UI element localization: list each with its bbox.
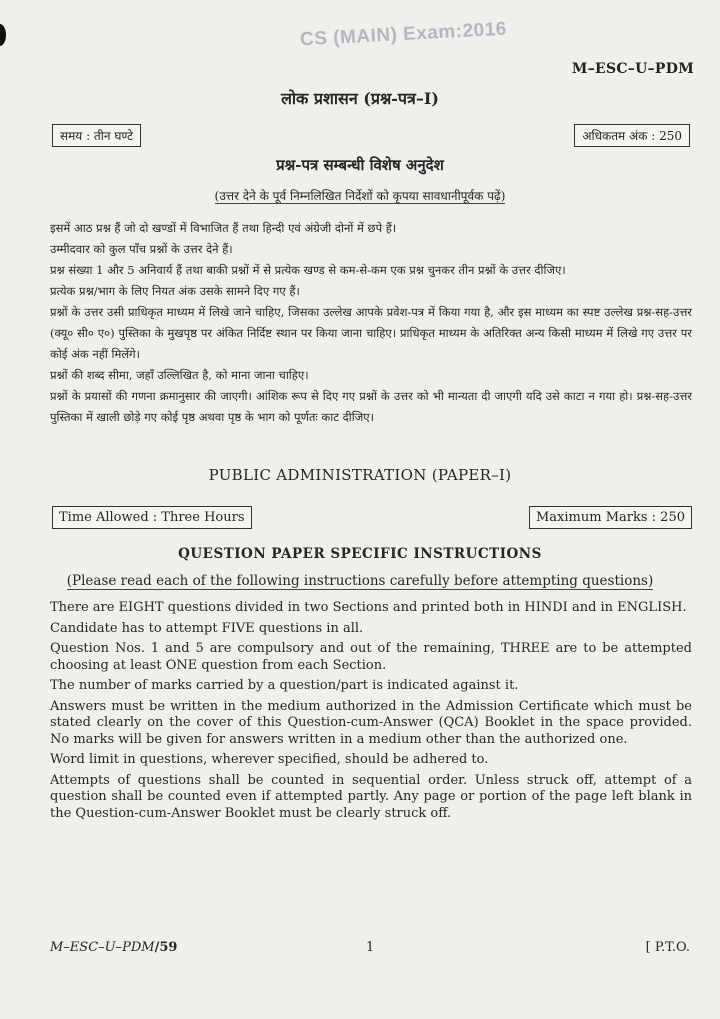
hindi-instruction: प्रश्नों के उत्तर उसी प्राधिकृत माध्यम में लिखे जाने चाहिए, जिसका उल्लेख आपके प्रवेश-पत्र में किया गया है, और इस माध्यम का स्पष्ट उल्लेख प्रश्न-सह-उत्तर (क्यू० सी० ए०) पुस्तिका के मुखपृष्ठ पर अंकित निर्दिष्ट स्थान पर किया जाना चाहिए। प्राधिकृत माध्यम के अतिरिक्त अन्य किसी माध्यम में लिखे गए उत्तर पर कोई अंक नहीं मिलेंगे। xyxy=(50,305,692,361)
hindi-time-box: समय : तीन घण्टे xyxy=(52,124,141,147)
footer-code-text: M–ESC–U–PDM xyxy=(50,940,155,955)
english-instructions-list xyxy=(50,600,692,826)
english-instruction: Attempts of questions shall be counted in sequential order. Unless struck off, attempt of a question shall be counted even if attempted partly. Any page or portion of the page left blank in the Question-cum-Answer Booklet must be clearly struck off. xyxy=(50,772,692,821)
hindi-paper-title: लोक प्रशासन (प्रश्न-पत्र–I) xyxy=(281,89,439,108)
hindi-instruction: उम्मीदवार को कुल पाँच प्रश्नों के उत्तर देने हैं। xyxy=(50,242,233,256)
hindi-instruction: प्रश्न संख्या 1 और 5 अनिवार्य हैं तथा बाकी प्रश्नों में से प्रत्येक खण्ड से कम-से-कम एक प्रश्न चुनकर तीन प्रश्नों के उत्तर दीजिए। xyxy=(50,263,566,277)
english-instructions-subtitle xyxy=(0,573,720,589)
hindi-instruction: प्रश्नों के प्रयासों की गणना क्रमानुसार की जाएगी। आंशिक रूप से दिए गए प्रश्नों के उत्तर को भी मान्यता दी जाएगी यदि उसे काटा न गया हो। प्रश्न-सह-उत्तर पुस्तिका में खाली छोड़े गए कोई पृष्ठ अथवा पृष्ठ के भाग को पूर्णतः काट दीजिए। xyxy=(50,389,692,424)
exam-stamp: CS (MAIN) Exam:2016 xyxy=(299,18,508,51)
hindi-subtitle-text: (उत्तर देने के पूर्व निम्नलिखित निर्देशों को कृपया सावधानीपूर्वक पढ़ें) xyxy=(214,189,506,203)
english-subtitle-text: (Please read each of the following instructions carefully before attempting questions) xyxy=(66,573,654,589)
pto-label: [ P.T.O. xyxy=(645,940,690,955)
hindi-instruction: इसमें आठ प्रश्न हैं जो दो खण्डों में विभाजित हैं तथा हिन्दी एवं अंग्रेजी दोनों में छपे हैं। xyxy=(50,221,397,235)
paper-code: M–ESC–U–PDM xyxy=(571,61,694,77)
hindi-instruction: प्रश्नों की शब्द सीमा, जहाँ उल्लिखित है, को माना जाना चाहिए। xyxy=(50,368,309,382)
english-instructions-heading: QUESTION PAPER SPECIFIC INSTRUCTIONS xyxy=(178,546,542,562)
page-number: 1 xyxy=(366,940,375,955)
english-instruction: Answers must be written in the medium authorized in the Admission Certificate which must be stated clearly on the cover of this Question-cum-Answer (QCA) Booklet in the space provided. No marks will be given for answers written in a medium other than the authorized one. xyxy=(50,698,692,747)
footer-paper-code xyxy=(50,940,177,955)
hindi-instructions-list xyxy=(50,218,692,428)
english-time-box: Time Allowed : Three Hours xyxy=(52,506,252,529)
footer-code-suffix: /59 xyxy=(154,940,178,955)
hindi-instruction: प्रत्येक प्रश्न/भाग के लिए नियत अंक उसके सामने दिए गए हैं। xyxy=(50,284,300,298)
english-instruction: The number of marks carried by a question/part is indicated against it. xyxy=(50,678,519,693)
english-instruction: Word limit in questions, wherever specified, should be adhered to. xyxy=(50,752,489,767)
english-instruction: There are EIGHT questions divided in two Sections and printed both in HINDI and in ENGLISH. xyxy=(50,600,687,615)
hindi-instructions-subtitle xyxy=(0,187,720,204)
english-instruction: Candidate has to attempt FIVE questions in all. xyxy=(50,620,364,636)
english-paper-title: PUBLIC ADMINISTRATION (PAPER–I) xyxy=(208,466,512,484)
hindi-marks-box: अधिकतम अंक : 250 xyxy=(574,124,690,147)
english-marks-box: Maximum Marks : 250 xyxy=(529,506,692,529)
english-instruction: Question Nos. 1 and 5 are compulsory and out of the remaining, THREE are to be attempted choosing at least ONE question from each Section. xyxy=(50,641,692,673)
scan-mark xyxy=(0,24,6,46)
hindi-instructions-heading: प्रश्न-पत्र सम्बन्धी विशेष अनुदेश xyxy=(276,156,444,174)
